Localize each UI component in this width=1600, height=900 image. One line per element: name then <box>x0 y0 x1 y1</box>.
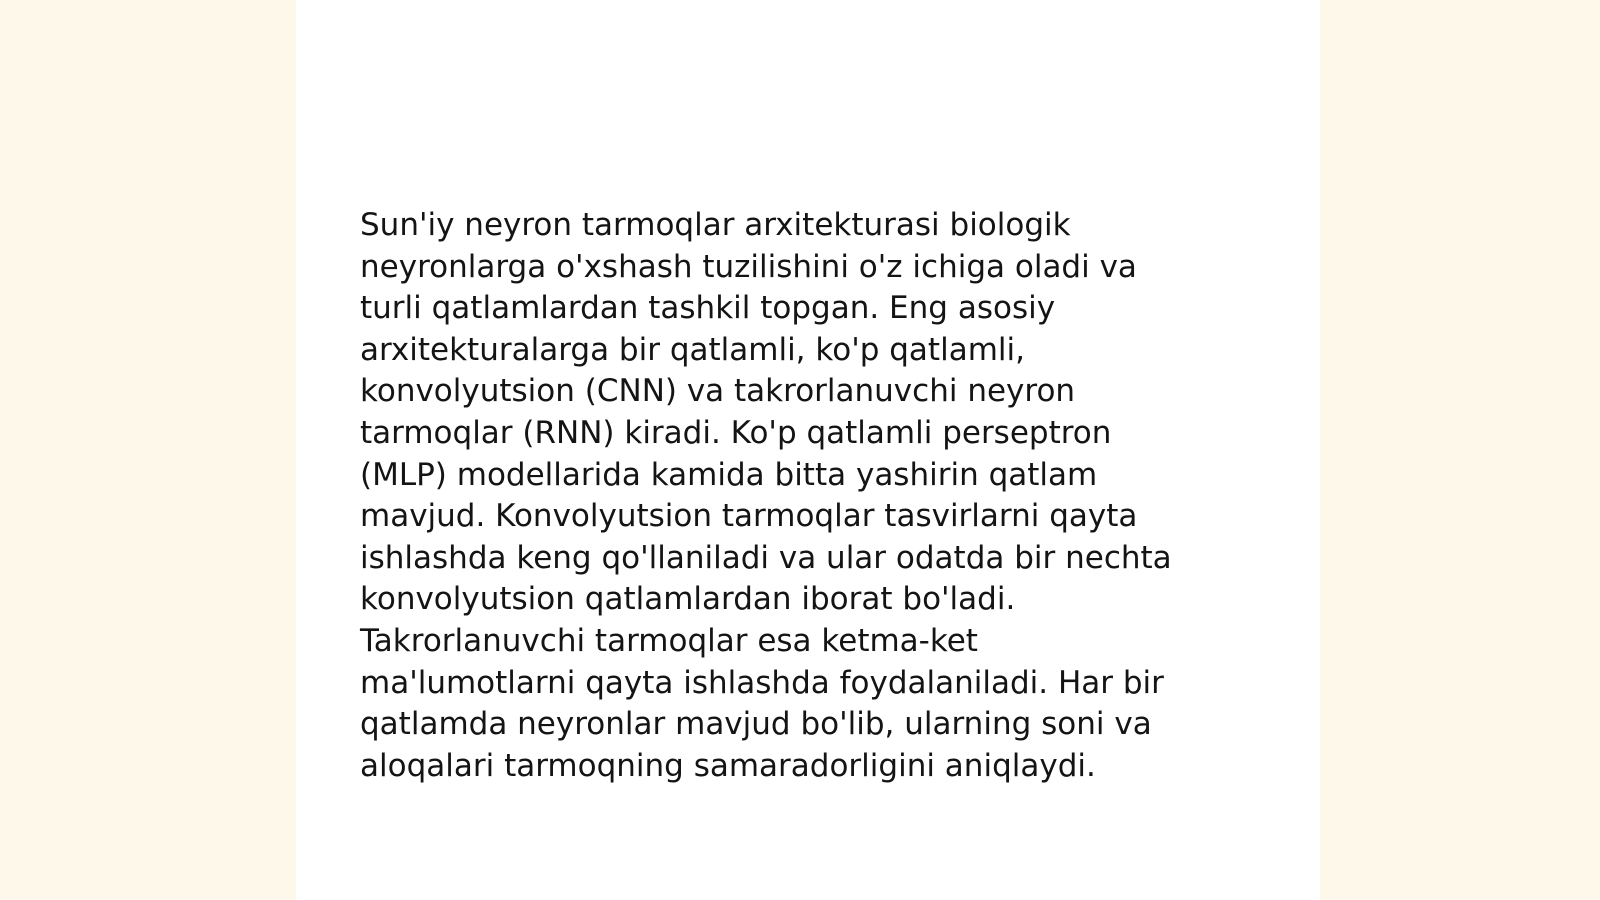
paragraph-line: Takrorlanuvchi tarmoqlar esa ketma-ket <box>360 622 978 659</box>
paragraph-line: ma'lumotlarni qayta ishlashda foydalaniladi. Har bir <box>360 664 1164 701</box>
paragraph-line: turli qatlamlardan tashkil topgan. Eng asosiy <box>360 290 1056 327</box>
paragraph-line: ishlashda keng qo'llaniladi va ular odatda bir nechta <box>360 539 1172 576</box>
paragraph-line: arxitekturalarga bir qatlamli, ko'p qatlamli, <box>360 331 1025 368</box>
paragraph-line: qatlamda neyronlar mavjud bo'lib, ularning soni va <box>360 706 1152 743</box>
paragraph-line: neyronlarga o'xshash tuzilishini o'z ichiga oladi va <box>360 248 1137 285</box>
body-paragraph <box>360 205 1230 787</box>
paragraph-line: mavjud. Konvolyutsion tarmoqlar tasvirlarni qayta <box>360 498 1138 535</box>
paragraph-line: (MLP) modellarida kamida bitta yashirin qatlam <box>360 456 1098 493</box>
paragraph-line: konvolyutsion (CNN) va takrorlanuvchi neyron <box>360 373 1076 410</box>
paragraph-line: tarmoqlar (RNN) kiradi. Ko'p qatlamli perseptron <box>360 414 1112 451</box>
paragraph-line: konvolyutsion qatlamlardan iborat bo'ladi. <box>360 581 1016 618</box>
paragraph-line: Sun'iy neyron tarmoqlar arxitekturasi biologik <box>360 207 1071 243</box>
document-page <box>296 0 1320 900</box>
paragraph-line: aloqalari tarmoqning samaradorligini aniqlaydi. <box>360 747 1096 784</box>
